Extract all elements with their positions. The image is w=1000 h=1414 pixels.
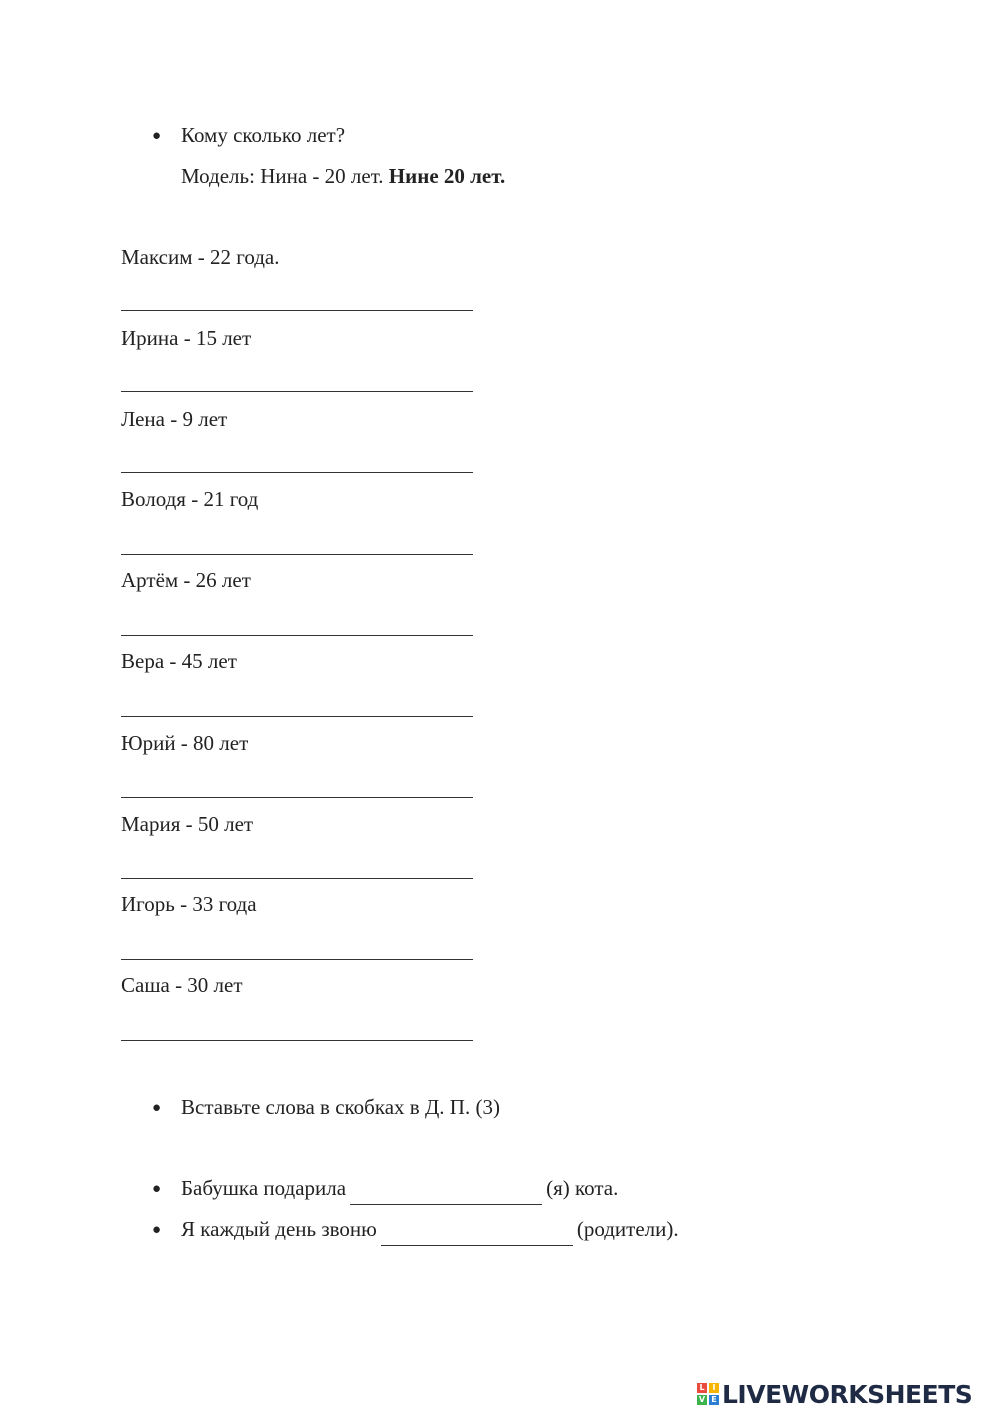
inline-answer-field[interactable] <box>381 1223 573 1246</box>
logo-letter: V <box>698 1395 706 1404</box>
item-prompt: Саша - 30 лет <box>121 973 243 997</box>
instruction-text: Вставьте слова в скобках в Д. П. (3) <box>181 1095 500 1119</box>
item-prompt: Мария - 50 лет <box>121 812 254 836</box>
answer-field[interactable] <box>121 853 473 879</box>
item-prompt: Максим - 22 года. <box>121 245 280 269</box>
answer-field[interactable] <box>121 447 473 473</box>
logo-letter: I <box>709 1383 719 1393</box>
answer-field[interactable] <box>121 366 473 392</box>
answer-field[interactable] <box>121 1015 473 1041</box>
logo-grid-icon <box>697 1383 719 1405</box>
bullet-icon: ● <box>152 1181 162 1197</box>
sentence-after: (я) кота. <box>546 1176 619 1200</box>
bullet-icon: ● <box>152 1222 162 1238</box>
item-prompt: Игорь - 33 года <box>121 892 257 916</box>
sentence-before: Я каждый день звоню <box>181 1217 377 1241</box>
answer-field[interactable] <box>121 772 473 798</box>
logo-text: LIVEWORKSHEETS <box>722 1379 973 1409</box>
answer-field[interactable] <box>121 285 473 311</box>
answer-field[interactable] <box>121 529 473 555</box>
item-prompt: Юрий - 80 лет <box>121 731 249 755</box>
bullet-icon: ● <box>152 128 162 144</box>
sentence-item <box>152 1215 679 1246</box>
model-example <box>181 162 505 190</box>
sentence-before: Бабушка подарила <box>181 1176 347 1200</box>
liveworksheets-logo <box>697 1379 972 1409</box>
question-heading <box>152 121 345 150</box>
item-prompt: Вера - 45 лет <box>121 649 237 673</box>
answer-field[interactable] <box>121 610 473 636</box>
item-prompt: Лена - 9 лет <box>121 407 228 431</box>
item-prompt: Володя - 21 год <box>121 487 259 511</box>
logo-letter: E <box>709 1395 719 1405</box>
logo-letter: L <box>697 1383 707 1393</box>
model-answer: Нине 20 лет. <box>388 164 506 188</box>
item-prompt: Артём - 26 лет <box>121 568 251 592</box>
sentence-item <box>152 1174 618 1205</box>
instruction-heading <box>152 1093 500 1122</box>
model-prefix: Модель: Нина - 20 лет. <box>181 164 384 188</box>
sentence-after: (родители). <box>576 1217 679 1241</box>
inline-answer-field[interactable] <box>350 1182 542 1205</box>
answer-field[interactable] <box>121 934 473 960</box>
question-text: Кому сколько лет? <box>181 123 346 147</box>
item-prompt: Ирина - 15 лет <box>121 326 252 350</box>
bullet-icon: ● <box>152 1100 162 1116</box>
answer-field[interactable] <box>121 691 473 717</box>
